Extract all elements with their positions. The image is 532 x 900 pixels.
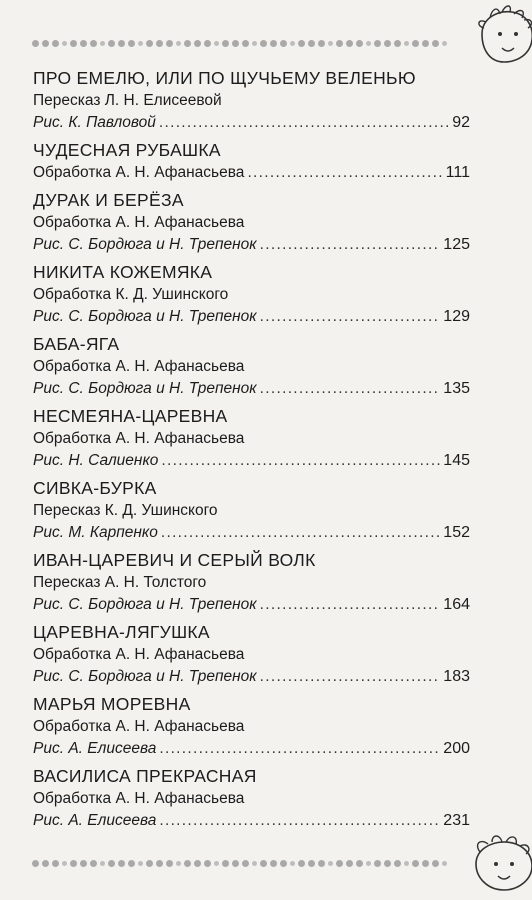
story-title: НИКИТА КОЖЕМЯКА <box>33 262 213 282</box>
border-dot <box>404 861 409 866</box>
border-dot <box>90 860 97 867</box>
border-dot <box>412 860 419 867</box>
page-number: 200 <box>443 740 470 757</box>
border-dot <box>222 860 229 867</box>
border-dot <box>156 860 163 867</box>
toc-line <box>33 450 470 472</box>
dot-leader <box>161 522 440 544</box>
dot-leader <box>161 450 440 472</box>
story-credit: Обработка К. Д. Ушинского <box>33 286 229 303</box>
border-dot <box>432 860 439 867</box>
border-dot <box>70 40 77 47</box>
page-number: 135 <box>443 380 470 397</box>
bottom-dotted-border <box>32 858 464 868</box>
border-dot <box>176 41 181 46</box>
border-dot <box>232 860 239 867</box>
border-dot <box>280 860 287 867</box>
border-dot <box>146 860 153 867</box>
toc-line <box>33 738 470 760</box>
border-dot <box>100 41 105 46</box>
story-title: ДУРАК И БЕРЁЗА <box>33 190 184 210</box>
border-dot <box>176 861 181 866</box>
border-dot <box>298 40 305 47</box>
dot-leader <box>159 112 449 134</box>
border-dot <box>100 861 105 866</box>
border-dot <box>204 860 211 867</box>
story-title: ПРО ЕМЕЛЮ, ИЛИ ПО ЩУЧЬЕМУ ВЕЛЕНЬЮ <box>33 68 416 88</box>
illustrator-credit: Рис. А. Елисеева <box>33 740 157 757</box>
border-dot <box>42 40 49 47</box>
border-dot <box>70 860 77 867</box>
illustrator-credit: Рис. С. Бордюга и Н. Трепенок <box>33 668 257 685</box>
story-title: БАБА-ЯГА <box>33 334 120 354</box>
border-dot <box>128 860 135 867</box>
border-dot <box>214 861 219 866</box>
border-dot <box>242 40 249 47</box>
border-dot <box>328 861 333 866</box>
border-dot <box>80 40 87 47</box>
dot-leader <box>260 666 441 688</box>
page-number: 183 <box>443 668 470 685</box>
dot-leader <box>260 234 441 256</box>
border-dot <box>118 860 125 867</box>
border-dot <box>80 860 87 867</box>
border-dot <box>356 40 363 47</box>
dot-leader <box>247 162 442 184</box>
story-title: ИВАН-ЦАРЕВИЧ И СЕРЫЙ ВОЛК <box>33 550 316 570</box>
story-credit: Обработка А. Н. Афанасьева <box>33 358 245 375</box>
border-dot <box>384 860 391 867</box>
illustrator-credit: Рис. К. Павловой <box>33 114 156 131</box>
border-dot <box>108 40 115 47</box>
story-title: ВАСИЛИСА ПРЕКРАСНАЯ <box>33 766 257 786</box>
page-number: 111 <box>445 164 470 181</box>
border-dot <box>32 860 39 867</box>
border-dot <box>280 40 287 47</box>
border-dot <box>252 41 257 46</box>
illustrator-credit: Рис. С. Бордюга и Н. Трепенок <box>33 380 257 397</box>
illustrator-credit: Рис. А. Елисеева <box>33 812 157 829</box>
toc-line <box>33 522 470 544</box>
border-dot <box>308 40 315 47</box>
border-dot <box>204 40 211 47</box>
illustrator-credit: Рис. С. Бордюга и Н. Трепенок <box>33 308 257 325</box>
border-dot <box>328 41 333 46</box>
story-title: НЕСМЕЯНА-ЦАРЕВНА <box>33 406 228 426</box>
border-dot <box>346 40 353 47</box>
story-title: СИВКА-БУРКА <box>33 478 157 498</box>
toc-entry <box>33 138 470 184</box>
story-credit: Обработка А. Н. Афанасьева <box>33 164 245 181</box>
story-credit: Обработка А. Н. Афанасьева <box>33 790 245 807</box>
story-credit: Пересказ А. Н. Толстого <box>33 574 207 591</box>
story-credit: Пересказ К. Д. Ушинского <box>33 502 218 519</box>
toc-entry <box>33 260 470 328</box>
border-dot <box>138 861 143 866</box>
border-dot <box>138 41 143 46</box>
border-dot <box>242 860 249 867</box>
dot-leader <box>159 810 440 832</box>
toc-entry <box>33 764 470 832</box>
border-dot <box>318 40 325 47</box>
toc-entry <box>33 476 470 544</box>
border-dot <box>128 40 135 47</box>
story-credit: Пересказ Л. Н. Елисеевой <box>33 92 222 109</box>
toc-line <box>33 378 470 400</box>
story-credit: Обработка А. Н. Афанасьева <box>33 718 245 735</box>
border-dot <box>214 41 219 46</box>
page-number: 92 <box>452 114 470 131</box>
toc-entry <box>33 404 470 472</box>
story-credit: Обработка А. Н. Афанасьева <box>33 430 245 447</box>
border-dot <box>118 40 125 47</box>
border-dot <box>232 40 239 47</box>
border-dot <box>166 860 173 867</box>
story-credit: Обработка А. Н. Афанасьева <box>33 646 245 663</box>
toc-entry <box>33 188 470 256</box>
border-dot <box>404 41 409 46</box>
toc-entry <box>33 66 470 134</box>
border-dot <box>194 860 201 867</box>
border-dot <box>432 40 439 47</box>
illustrator-credit: Рис. Н. Салиенко <box>33 452 159 469</box>
border-dot <box>308 860 315 867</box>
toc-line <box>33 162 470 184</box>
illustrator-credit: Рис. С. Бордюга и Н. Трепенок <box>33 596 257 613</box>
border-dot <box>108 860 115 867</box>
toc-line <box>33 810 470 832</box>
toc-entry <box>33 332 470 400</box>
toc-entry <box>33 620 470 688</box>
page-number: 231 <box>443 812 470 829</box>
border-dot <box>270 40 277 47</box>
top-dotted-border <box>32 38 464 48</box>
border-dot <box>52 860 59 867</box>
cartoon-face-icon <box>468 4 532 64</box>
dot-leader <box>260 594 441 616</box>
toc-line <box>33 306 470 328</box>
border-dot <box>62 861 67 866</box>
border-dot <box>336 40 343 47</box>
border-dot <box>270 860 277 867</box>
border-dot <box>42 860 49 867</box>
toc-line <box>33 594 470 616</box>
border-dot <box>184 40 191 47</box>
border-dot <box>384 40 391 47</box>
border-dot <box>260 860 267 867</box>
border-dot <box>366 861 371 866</box>
border-dot <box>62 41 67 46</box>
border-dot <box>374 860 381 867</box>
border-dot <box>222 40 229 47</box>
table-of-contents <box>33 66 470 836</box>
story-title: ЦАРЕВНА-ЛЯГУШКА <box>33 622 210 642</box>
border-dot <box>318 860 325 867</box>
border-dot <box>146 40 153 47</box>
toc-entry <box>33 692 470 760</box>
border-dot <box>252 861 257 866</box>
border-dot <box>394 860 401 867</box>
page-number: 129 <box>443 308 470 325</box>
page-number: 125 <box>443 236 470 253</box>
dot-leader <box>260 378 441 400</box>
border-dot <box>32 40 39 47</box>
border-dot <box>156 40 163 47</box>
border-dot <box>374 40 381 47</box>
toc-line <box>33 234 470 256</box>
border-dot <box>52 40 59 47</box>
border-dot <box>442 861 447 866</box>
page-number: 152 <box>443 524 470 541</box>
toc-line <box>33 112 470 134</box>
page-number: 164 <box>443 596 470 613</box>
border-dot <box>298 860 305 867</box>
border-dot <box>184 860 191 867</box>
dot-leader <box>260 306 441 328</box>
cartoon-face-icon <box>466 832 532 892</box>
border-dot <box>366 41 371 46</box>
toc-line <box>33 666 470 688</box>
border-dot <box>90 40 97 47</box>
border-dot <box>422 860 429 867</box>
story-credit: Обработка А. Н. Афанасьева <box>33 214 245 231</box>
border-dot <box>346 860 353 867</box>
border-dot <box>394 40 401 47</box>
border-dot <box>166 40 173 47</box>
border-dot <box>290 41 295 46</box>
story-title: МАРЬЯ МОРЕВНА <box>33 694 191 714</box>
border-dot <box>260 40 267 47</box>
border-dot <box>194 40 201 47</box>
border-dot <box>336 860 343 867</box>
page-number: 145 <box>443 452 470 469</box>
illustrator-credit: Рис. С. Бордюга и Н. Трепенок <box>33 236 257 253</box>
border-dot <box>290 861 295 866</box>
toc-entry <box>33 548 470 616</box>
border-dot <box>412 40 419 47</box>
story-title: ЧУДЕСНАЯ РУБАШКА <box>33 140 221 160</box>
dot-leader <box>159 738 440 760</box>
border-dot <box>356 860 363 867</box>
border-dot <box>422 40 429 47</box>
illustrator-credit: Рис. М. Карпенко <box>33 524 158 541</box>
border-dot <box>442 41 447 46</box>
